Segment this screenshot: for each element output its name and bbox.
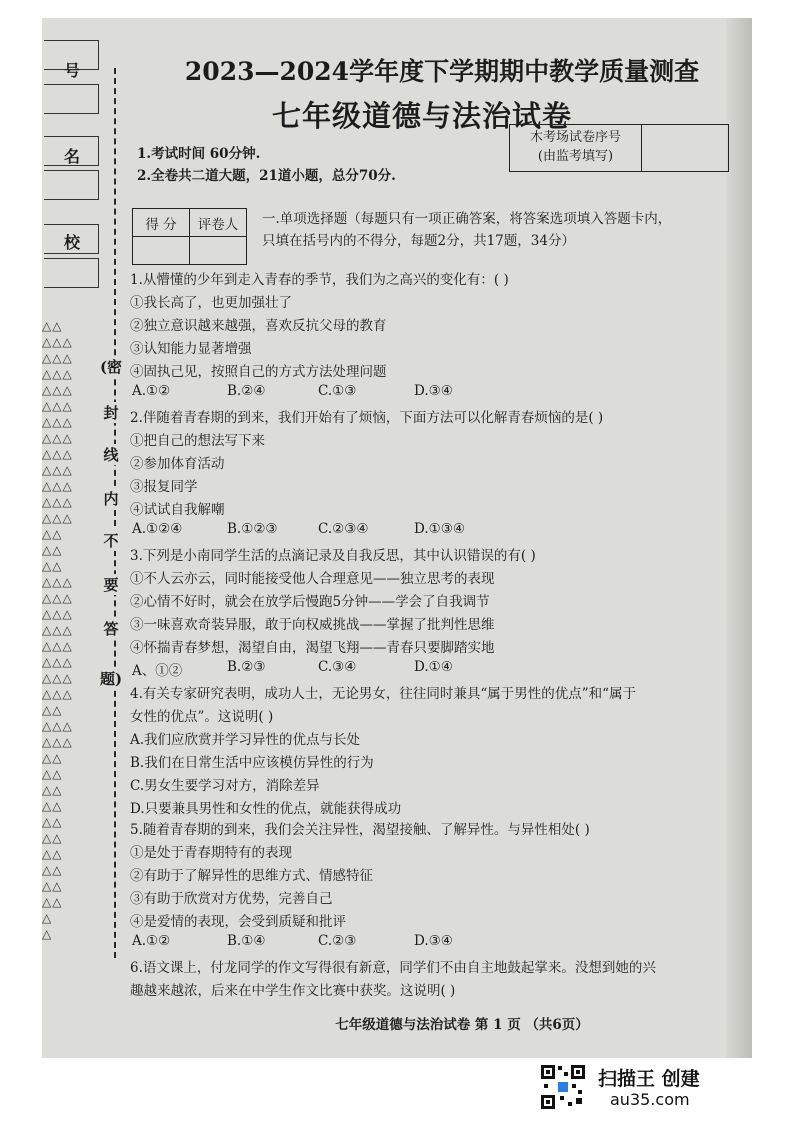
triangle-row: △△△ — [42, 687, 73, 701]
score-table — [132, 208, 247, 265]
triangle-row: △△ — [42, 543, 63, 557]
question-stem: 6.语文课上，付龙同学的作文写得很有新意，同学们不由自主地鼓起掌来。没想到她的兴 — [130, 960, 656, 976]
answer-choice: C.②③ — [318, 933, 357, 949]
triangle-row: △ — [42, 911, 53, 925]
triangle-row: △△△ — [42, 335, 73, 349]
triangle-row: △△ — [42, 863, 63, 877]
seal-char: 线 — [97, 444, 125, 465]
triangle-row: △△△ — [42, 623, 73, 637]
answer-choice: A.①② — [132, 933, 171, 949]
answer-choice: B.②③ — [227, 659, 266, 675]
triangle-row: △△△ — [42, 463, 73, 477]
triangle-row: △△ — [42, 831, 63, 845]
watermark-url: au35.com — [610, 1090, 690, 1109]
question-option: ④固执己见，按照自己的方式方法处理问题 — [130, 364, 387, 380]
triangle-row: △△△ — [42, 431, 73, 445]
seal-char: (密 — [97, 356, 125, 377]
label-name: 名 — [64, 147, 81, 166]
section-instruction-line2: 只填在括号内的不得分，每题2分，共17题，34分） — [262, 233, 575, 249]
question-option: ①我长高了，也更加强壮了 — [130, 295, 292, 311]
seal-char: 题) — [97, 668, 125, 689]
seat-label-line1: 木考场试卷序号 — [529, 130, 621, 145]
question-option: ③有助于欣赏对方优势，完善自己 — [130, 891, 333, 907]
triangle-row: △△△ — [42, 719, 73, 733]
triangle-row: △△△ — [42, 367, 73, 381]
seat-number-label — [510, 125, 642, 171]
exam-subject-title: 七年级道德与法治试卷 — [271, 99, 572, 133]
section-instruction-line1: 一.单项选择题（每题只有一项正确答案，将答案选项填入答题卡内， — [262, 211, 672, 227]
question-stem: 3.下列是小南同学生活的点滴记录及自我反思，其中认识错误的有( ) — [130, 548, 536, 564]
question-option: ②独立意识越来越强，喜欢反抗父母的教育 — [130, 318, 387, 334]
triangle-row: △△△ — [42, 495, 73, 509]
exam-info-total: 2.全卷共二道大题，21道小题，总分70分. — [137, 168, 396, 184]
score-cell — [133, 237, 190, 265]
label-number: 号 — [64, 61, 81, 80]
answer-choice: B.②④ — [227, 383, 266, 399]
question-option: ①是处于青春期特有的表现 — [130, 845, 292, 861]
question-stem: 2.伴随着青春期的到来，我们开始有了烦恼，下面方法可以化解青春烦恼的是( ) — [130, 410, 604, 426]
triangle-row: △△ — [42, 559, 63, 573]
answer-choice: D.①④ — [414, 659, 453, 675]
triangle-row: △△ — [42, 799, 63, 813]
triangle-row: △△△ — [42, 399, 73, 413]
seal-char: 要 — [97, 574, 125, 595]
question-option: ④是爱情的表现，会受到质疑和批评 — [130, 914, 346, 930]
id-box-number-2 — [44, 84, 99, 114]
seat-number-box — [509, 124, 729, 172]
triangle-row: △△△ — [42, 735, 73, 749]
triangle-row: △△ — [42, 879, 63, 893]
triangle-row: △△ — [42, 783, 63, 797]
seal-char: 内 — [97, 488, 125, 509]
answer-choice: D.③④ — [414, 933, 453, 949]
id-box-school-2 — [44, 258, 99, 288]
triangle-row: △△△ — [42, 479, 73, 493]
seal-char: 答 — [97, 618, 125, 639]
question-option: ②参加体育活动 — [130, 456, 225, 472]
triangle-row: △△△ — [42, 383, 73, 397]
triangle-row: △△ — [42, 847, 63, 861]
seat-label-line2: (由监考填写) — [537, 149, 614, 164]
question-stem: 5.随着青春期的到来，我们会关注异性，渴望接触、了解异性。与异性相处( ) — [130, 822, 590, 838]
grader-header: 评卷人 — [190, 209, 247, 237]
scanner-watermark — [540, 1060, 790, 1116]
seal-char: 不 — [97, 530, 125, 551]
question-stem: 女性的优点”。这说明( ) — [130, 709, 274, 725]
triangle-row: △△ — [42, 319, 63, 333]
answer-choice: B.①②③ — [227, 521, 278, 537]
triangle-row: △△△ — [42, 351, 73, 365]
question-option: ③报复同学 — [130, 479, 198, 495]
answer-choice: A.①② — [132, 383, 171, 399]
answer-choice: D.①③④ — [414, 521, 465, 537]
triangle-row: △△△ — [42, 575, 73, 589]
page-footer: 七年级道德与法治试卷 第 1 页 （共6页） — [335, 1017, 589, 1033]
triangle-row: △△ — [42, 815, 63, 829]
seal-char: 封 — [97, 402, 125, 423]
question-stem: 1.从懵懂的少年到走入青春的季节，我们为之高兴的变化有：( ) — [130, 272, 509, 288]
qr-code-icon — [540, 1064, 586, 1110]
question-option: A.我们应欣赏并学习异性的优点与长处 — [130, 732, 361, 748]
triangle-row: △△ — [42, 767, 63, 781]
triangle-row: △△△ — [42, 607, 73, 621]
question-option: ①把自己的想法写下来 — [130, 433, 265, 449]
exam-info-time: 1.考试时间 60分钟. — [137, 146, 261, 162]
label-school: 校 — [64, 233, 81, 252]
question-option: D.只要兼具男性和女性的优点，就能获得成功 — [130, 801, 402, 817]
answer-choice: C.②③④ — [318, 521, 369, 537]
answer-choice: C.①③ — [318, 383, 357, 399]
triangle-row: △ — [42, 927, 53, 941]
triangle-row: △△△ — [42, 415, 73, 429]
triangle-row: △△△ — [42, 511, 73, 525]
question-option: ③一味喜欢奇装异服，敢于向权威挑战——掌握了批判性思维 — [130, 617, 495, 633]
id-box-name-2 — [44, 170, 99, 200]
triangle-border — [42, 318, 84, 942]
answer-choice: D.③④ — [414, 383, 453, 399]
grader-cell — [190, 237, 247, 265]
question-option: ②心情不好时，就会在放学后慢跑5分钟——学会了自我调节 — [130, 594, 490, 610]
triangle-row: △△ — [42, 527, 63, 541]
question-option: C.男女生要学习对方，消除差异 — [130, 778, 320, 794]
triangle-row: △△ — [42, 895, 63, 909]
triangle-row: △△△ — [42, 447, 73, 461]
question-option: ③认知能力显著增强 — [130, 341, 252, 357]
question-option: ④试试自我解嘲 — [130, 502, 225, 518]
question-option: ④怀揣青春梦想，渴望自由，渴望飞翔——青春只要脚踏实地 — [130, 640, 495, 656]
question-stem: 趣越来越浓，后来在中学生作文比赛中获奖。这说明( ) — [130, 983, 456, 999]
exam-paper — [42, 18, 752, 1058]
watermark-title: 扫描王 创建 — [598, 1068, 700, 1090]
answer-choice: A.①②④ — [132, 521, 183, 537]
question-stem: 4.有关专家研究表明，成功人士，无论男女，往往同时兼具“属于男性的优点”和“属于 — [130, 686, 637, 702]
triangle-row: △△△ — [42, 671, 73, 685]
question-option: ①不人云亦云，同时能接受他人合理意见——独立思考的表现 — [130, 571, 495, 587]
score-header: 得 分 — [133, 209, 190, 237]
triangle-row: △△△ — [42, 655, 73, 669]
question-option: B.我们在日常生活中应该模仿异性的行为 — [130, 755, 374, 771]
seal-dashed-line — [114, 68, 116, 958]
answer-choice: C.③④ — [318, 659, 357, 675]
triangle-row: △△△ — [42, 639, 73, 653]
answer-choice: A、①② — [132, 663, 183, 679]
answer-choice: B.①④ — [227, 933, 266, 949]
triangle-row: △△△ — [42, 591, 73, 605]
triangle-row: △△ — [42, 751, 63, 765]
triangle-row: △△ — [42, 703, 63, 717]
exam-title: 2023—2024学年度下学期期中教学质量测查 — [184, 57, 700, 86]
question-option: ②有助于了解异性的思维方式、情感特征 — [130, 868, 373, 884]
